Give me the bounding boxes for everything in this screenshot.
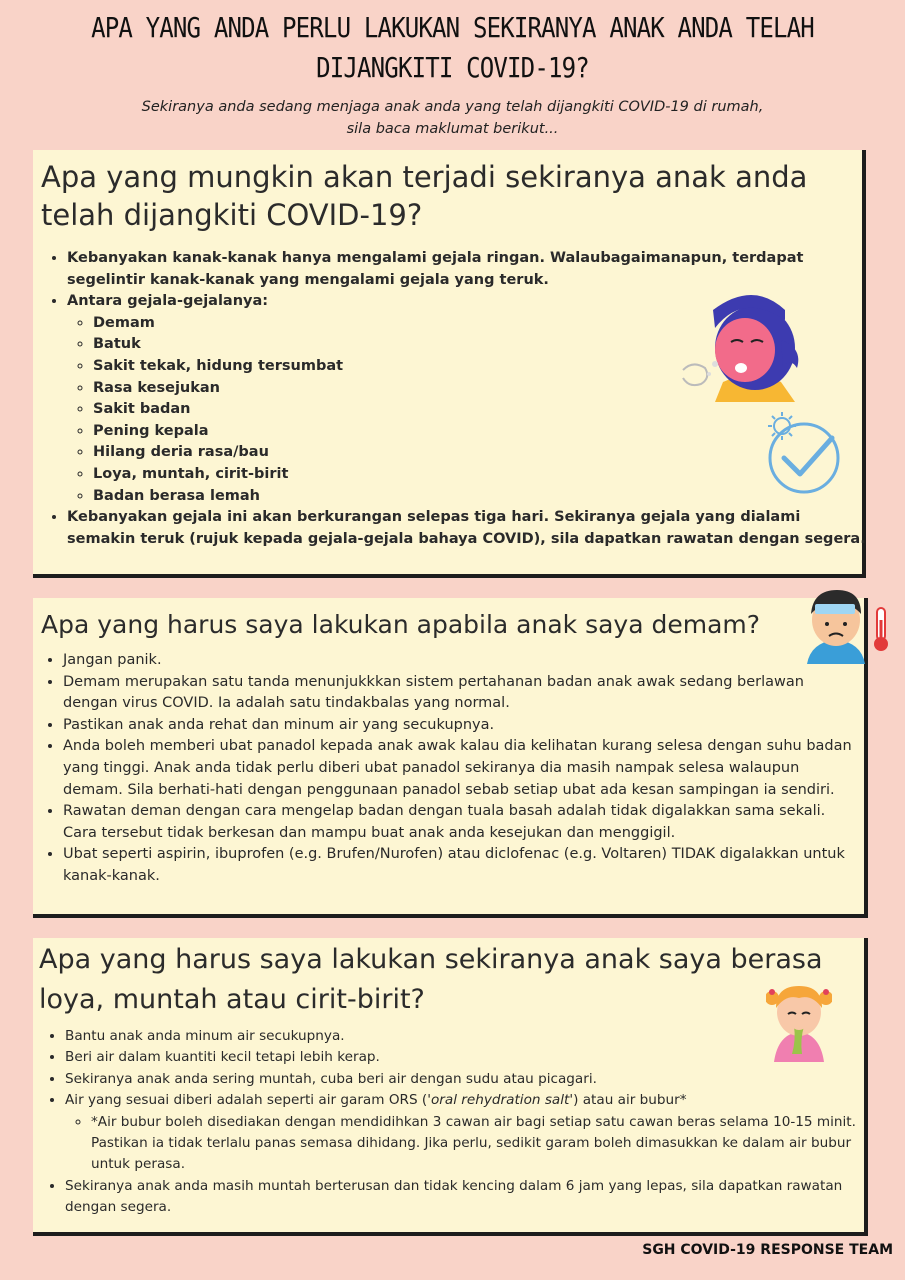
list-item: • Rawatan deman dengan cara mengelap badan dengan tuala basah adalah tidak digalakkan sama sekali. Cara tersebut tidak berkesan dan mampu buat anak anda kesejukan dan menggigil. (63, 801, 863, 844)
symptom-item: ◦ Sakit badan (93, 399, 867, 421)
list-item-label: Antara gejala-gejalanya: (67, 293, 269, 310)
list-item: • Kebanyakan kanak-kanak hanya mengalami gejala ringan. Walaubagaimanapun, terdapat segelintir kanak-kanak yang mengalami gejala yang teruk. (67, 248, 867, 291)
list-item: • Beri air dalam kuantiti kecil tetapi lebih kerap. (65, 1047, 865, 1068)
list-item: • Pastikan anak anda rehat dan minum air yang secukupnya. (63, 715, 863, 737)
subtitle-line-1: Sekiranya anda sedang menjaga anak anda yang telah dijangkiti COVID-19 di rumah, (141, 99, 764, 115)
page-subtitle (40, 96, 865, 140)
fever-list (41, 650, 863, 888)
symptom-item: ◦ Rasa kesejukan (93, 378, 867, 400)
list-item: • Sekiranya anak anda masih muntah berterusan dan tidak kencing dalam 6 jam yang lepas, sila dapatkan rawatan dengan segera. (65, 1176, 865, 1219)
symptom-item: ◦ Loya, muntah, cirit-birit (93, 464, 867, 486)
list-item: • Kebanyakan gejala ini akan berkurangan selepas tiga hari. Sekiranya gejala yang dialami semakin teruk (rujuk kepada gejala-gejala bahaya COVID), sila dapatkan rawatan dengan segera. (67, 507, 867, 550)
symptom-item: ◦ Pening kepala (93, 421, 867, 443)
ors-text-post: ') atau air bubur* (569, 1092, 687, 1109)
list-item: • Sekiranya anak anda sering muntah, cuba beri air dengan sudu atau picagari. (65, 1069, 865, 1090)
list-item: • Anda boleh memberi ubat panadol kepada anak awak kalau dia kelihatan kurang selesa dengan suhu badan yang tinggi. Anak anda tidak perlu diberi ubat panadol sekiranya dia masih nampak selesa walaupun demam. Sila berhati-hati dengan penggunaan panadol sebab setiap ubat ada kesan sampingan ia sendiri. (63, 736, 863, 801)
symptom-item: ◦ Batuk (93, 334, 867, 356)
list-item: • Ubat seperti aspirin, ibuprofen (e.g. Brufen/Nurofen) atau diclofenac (e.g. Voltaren) TIDAK digalakkan untuk kanak-kanak. (63, 844, 863, 887)
section-nausea-heading: Apa yang harus saya lakukan sekiranya anak saya berasa loya, muntah atau cirit-birit? (39, 944, 823, 1015)
ors-text-italic: oral rehydration salt (430, 1092, 570, 1109)
ors-text-pre: Air yang sesuai diberi adalah seperti air garam ORS (' (65, 1092, 431, 1109)
ors-sublist (65, 1112, 865, 1176)
subtitle-line-2: sila baca maklumat berikut... (346, 121, 559, 137)
fever-child-icon (801, 584, 871, 664)
section-fever (33, 598, 868, 918)
section-nausea (33, 938, 868, 1236)
list-item: • Jangan panik. (63, 650, 863, 672)
section-fever-heading: Apa yang harus saya lakukan apabila anak saya demam? (41, 610, 761, 639)
virus-check-icon (758, 408, 844, 498)
vomiting-girl-icon (766, 978, 832, 1062)
symptom-item: ◦ Hilang deria rasa/bau (93, 442, 867, 464)
nausea-list (43, 1026, 865, 1219)
symptom-item: ◦ Badan berasa lemah (93, 486, 867, 508)
coughing-child-icon (663, 270, 813, 405)
symptom-item: ◦ Demam (93, 313, 867, 335)
page-title: APA YANG ANDA PERLU LAKUKAN SEKIRANYA ANAK ANDA TELAH DIJANGKITI COVID-19? (91, 11, 814, 84)
porridge-note: ◦ *Air bubur boleh disediakan dengan mendidihkan 3 cawan air bagi setiap satu cawan beras selama 10-15 minit. Pastikan ia tidak terlalu panas semasa dihidang. Jika perlu, sedikit garam boleh dimasukkan ke dalam air bubur untuk perasa. (91, 1112, 865, 1176)
section-symptoms-heading: Apa yang mungkin akan terjadi sekiranya anak anda telah dijangkiti COVID-19? (41, 160, 808, 232)
footer-credit: SGH COVID-19 RESPONSE TEAM (642, 1242, 893, 1258)
symptom-item: ◦ Sakit tekak, hidung tersumbat (93, 356, 867, 378)
thermometer-icon (871, 604, 891, 654)
list-item: • Bantu anak anda minum air secukupnya. (65, 1026, 865, 1047)
section-symptoms (33, 150, 866, 578)
list-item (65, 1090, 865, 1176)
list-item: • Demam merupakan satu tanda menunjukkkan sistem pertahanan badan anak awak sedang berlawan dengan virus COVID. Ia adalah satu tindakbalas yang normal. (63, 672, 863, 715)
